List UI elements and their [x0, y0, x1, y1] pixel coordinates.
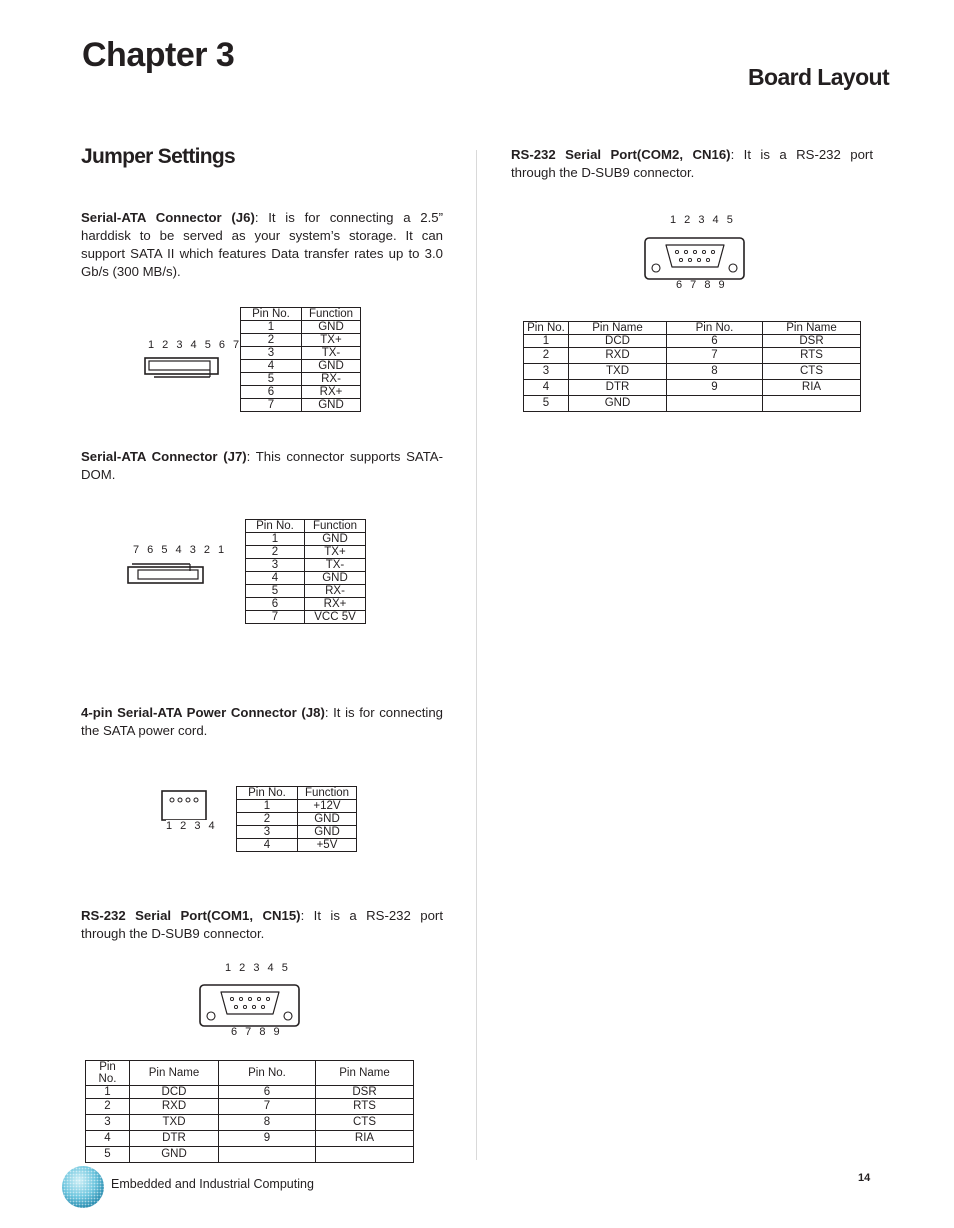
table-row — [524, 380, 861, 396]
power-connector-icon — [161, 790, 207, 822]
table-row — [86, 1115, 414, 1131]
table-cell: TX+ — [305, 546, 366, 559]
table-cell: DCD — [569, 335, 667, 348]
column-header: Pin Name — [316, 1061, 414, 1086]
j8-title: 4-pin Serial-ATA Power Connector (J8) — [81, 705, 325, 720]
table-cell: DTR — [569, 380, 667, 396]
table-header-row — [524, 322, 861, 335]
table-cell: DTR — [130, 1131, 219, 1147]
section-title: Board Layout — [748, 64, 890, 90]
globe-logo-icon — [60, 1164, 106, 1210]
com2-description — [511, 146, 873, 182]
table-row — [241, 321, 361, 334]
table-row — [246, 572, 366, 585]
table-cell: 7 — [241, 399, 302, 412]
table-cell: VCC 5V — [305, 611, 366, 624]
table-cell: CTS — [316, 1115, 414, 1131]
table-cell: 5 — [86, 1147, 130, 1163]
table-cell: DSR — [763, 335, 861, 348]
table-row — [86, 1147, 414, 1163]
table-header-row — [86, 1061, 414, 1086]
table-cell: CTS — [763, 364, 861, 380]
com2-pin-label-top: 1 2 3 4 5 — [670, 214, 736, 226]
j6-title: Serial-ATA Connector (J6) — [81, 210, 255, 225]
table-cell: 3 — [237, 826, 298, 839]
j7-title: Serial-ATA Connector (J7) — [81, 449, 247, 464]
column-header: Pin Name — [763, 322, 861, 335]
table-cell: TX- — [302, 347, 361, 360]
table-cell: 9 — [667, 380, 763, 396]
table-cell: GND — [305, 533, 366, 546]
table-cell: GND — [302, 360, 361, 373]
table-cell: +12V — [298, 800, 357, 813]
page-number: 14 — [858, 1172, 871, 1184]
table-row — [86, 1131, 414, 1147]
column-header: Pin No. — [241, 308, 302, 321]
table-cell: RIA — [763, 380, 861, 396]
j6-description — [81, 209, 443, 281]
table-cell: RXD — [569, 348, 667, 364]
table-row — [524, 396, 861, 412]
table-cell: 4 — [86, 1131, 130, 1147]
table-cell — [763, 396, 861, 412]
com2-pin-label-bottom: 6 7 8 9 — [676, 279, 728, 291]
table-header-row — [246, 520, 366, 533]
column-header: Function — [298, 787, 357, 800]
j7-pin-label: 7 6 5 4 3 2 1 — [133, 544, 227, 556]
table-cell: GND — [298, 813, 357, 826]
column-header: Pin No. — [219, 1061, 316, 1086]
table-cell: 1 — [241, 321, 302, 334]
com1-pin-label-bottom: 6 7 8 9 — [231, 1026, 283, 1038]
table-cell: 4 — [246, 572, 305, 585]
column-header: Pin No. — [86, 1061, 130, 1086]
com1-title: RS-232 Serial Port(COM1, CN15) — [81, 908, 301, 923]
table-row — [241, 347, 361, 360]
sata-dom-connector-icon — [126, 562, 206, 586]
table-row — [246, 533, 366, 546]
table-row — [237, 826, 357, 839]
table-cell: DCD — [130, 1086, 219, 1099]
table-cell: +5V — [298, 839, 357, 852]
table-header-row — [241, 308, 361, 321]
table-cell: 5 — [524, 396, 569, 412]
table-cell — [219, 1147, 316, 1163]
table-cell: 3 — [246, 559, 305, 572]
table-row — [241, 360, 361, 373]
table-row — [524, 364, 861, 380]
table-cell: 6 — [246, 598, 305, 611]
table-header-row — [237, 787, 357, 800]
table-row — [246, 585, 366, 598]
com2-title: RS-232 Serial Port(COM2, CN16) — [511, 147, 731, 162]
table-cell: 7 — [246, 611, 305, 624]
sata-connector-icon — [144, 356, 220, 380]
com1-pin-label-top: 1 2 3 4 5 — [225, 962, 291, 974]
table-cell: 1 — [86, 1086, 130, 1099]
table-cell: 3 — [524, 364, 569, 380]
table-cell: RX+ — [305, 598, 366, 611]
table-cell: 4 — [237, 839, 298, 852]
column-header: Pin Name — [130, 1061, 219, 1086]
table-cell: 3 — [86, 1115, 130, 1131]
table-cell: 3 — [241, 347, 302, 360]
table-row — [241, 386, 361, 399]
table-cell: TXD — [569, 364, 667, 380]
j8-pin-label: 1 2 3 4 — [166, 820, 218, 832]
table-cell: RIA — [316, 1131, 414, 1147]
table-cell: RTS — [763, 348, 861, 364]
table-cell: GND — [302, 399, 361, 412]
table-cell: 8 — [667, 364, 763, 380]
table-cell: GND — [569, 396, 667, 412]
table-row — [524, 348, 861, 364]
table-cell: TX- — [305, 559, 366, 572]
column-header: Pin No. — [246, 520, 305, 533]
com1-text: : It is a RS-232 port through the D-SUB9 connector. — [81, 908, 443, 941]
table-cell: 9 — [219, 1131, 316, 1147]
j8-text: : It is for connecting the SATA power cord. — [81, 705, 443, 738]
table-cell: 4 — [524, 380, 569, 396]
j6-pin-table — [240, 307, 361, 412]
table-cell: RXD — [130, 1099, 219, 1115]
table-row — [241, 373, 361, 386]
dsub9-connector-icon — [199, 984, 301, 1028]
table-cell: 2 — [246, 546, 305, 559]
column-header: Function — [302, 308, 361, 321]
column-header: Pin No. — [524, 322, 569, 335]
table-cell: 6 — [219, 1086, 316, 1099]
j7-pin-table — [245, 519, 366, 624]
table-row — [241, 399, 361, 412]
com1-description — [81, 907, 443, 943]
dsub9-connector-icon — [644, 237, 746, 281]
subsection-title: Jumper Settings — [81, 145, 236, 168]
chapter-title: Chapter 3 — [82, 36, 235, 74]
table-cell: 1 — [524, 335, 569, 348]
table-cell: 8 — [219, 1115, 316, 1131]
table-cell: TXD — [130, 1115, 219, 1131]
table-row — [246, 546, 366, 559]
table-cell: 1 — [246, 533, 305, 546]
table-cell: DSR — [316, 1086, 414, 1099]
table-cell — [316, 1147, 414, 1163]
table-cell: 2 — [237, 813, 298, 826]
j6-pin-label: 1 2 3 4 5 6 7 — [148, 339, 242, 351]
table-cell: 1 — [237, 800, 298, 813]
table-cell: 5 — [246, 585, 305, 598]
table-row — [241, 334, 361, 347]
table-cell: 7 — [667, 348, 763, 364]
table-cell: 6 — [241, 386, 302, 399]
table-cell: GND — [130, 1147, 219, 1163]
table-cell: 7 — [219, 1099, 316, 1115]
table-cell: 2 — [524, 348, 569, 364]
table-cell: GND — [305, 572, 366, 585]
table-row — [86, 1099, 414, 1115]
table-cell — [667, 396, 763, 412]
com1-pin-table — [85, 1060, 414, 1163]
table-row — [246, 611, 366, 624]
column-header: Pin No. — [237, 787, 298, 800]
table-cell: RTS — [316, 1099, 414, 1115]
table-row — [86, 1086, 414, 1099]
table-cell: 6 — [667, 335, 763, 348]
column-header: Function — [305, 520, 366, 533]
table-cell: 2 — [241, 334, 302, 347]
table-row — [246, 598, 366, 611]
j7-text: : This connector supports SATA-DOM. — [81, 449, 443, 482]
com2-text: : It is a RS-232 port through the D-SUB9 connector. — [511, 147, 873, 180]
table-cell: TX+ — [302, 334, 361, 347]
com2-pin-table — [523, 321, 861, 412]
table-cell: RX- — [305, 585, 366, 598]
table-cell: RX- — [302, 373, 361, 386]
j8-pin-table — [236, 786, 357, 852]
table-row — [246, 559, 366, 572]
column-header: Pin Name — [569, 322, 667, 335]
table-cell: 5 — [241, 373, 302, 386]
j6-text: : It is for connecting a 2.5” harddisk to be served as your system’s storage. It can support SATA II which features Data transfer rates up to 3.0 Gb/s (300 MB/s). — [81, 210, 444, 279]
column-divider — [476, 150, 477, 1160]
table-row — [237, 800, 357, 813]
footer-text: Embedded and Industrial Computing — [111, 1177, 314, 1191]
table-row — [237, 839, 357, 852]
j8-description — [81, 704, 443, 740]
table-cell: GND — [302, 321, 361, 334]
table-row — [524, 335, 861, 348]
j7-description — [81, 448, 443, 484]
column-header: Pin No. — [667, 322, 763, 335]
table-cell: GND — [298, 826, 357, 839]
table-row — [237, 813, 357, 826]
table-cell: RX+ — [302, 386, 361, 399]
table-cell: 4 — [241, 360, 302, 373]
table-cell: 2 — [86, 1099, 130, 1115]
